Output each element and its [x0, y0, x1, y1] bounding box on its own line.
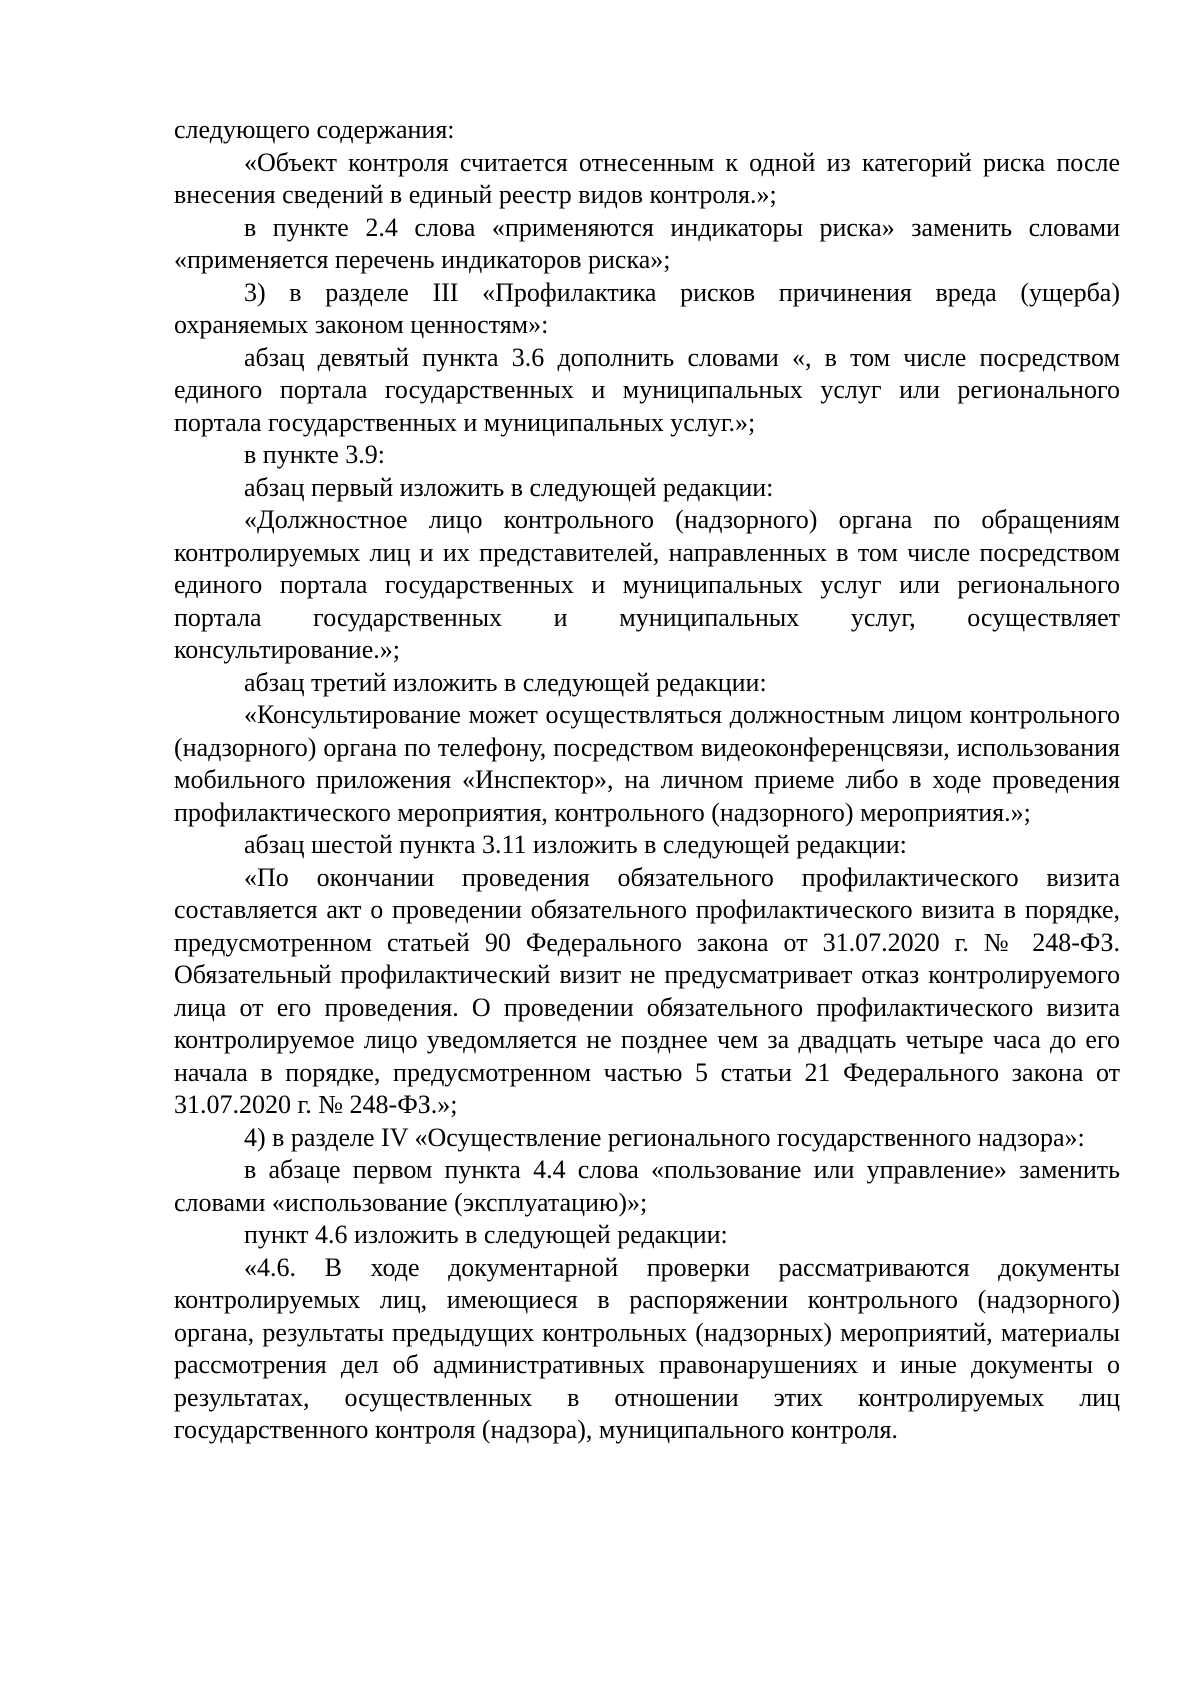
- paragraph: в абзаце первом пункта 4.4 слова «пользование или управление» заменить словами «использование (эксплуатацию)»;: [174, 1155, 1120, 1217]
- paragraph: абзац первый изложить в следующей редакции:: [244, 472, 774, 502]
- paragraph: «Консультирование может осуществляться должностным лицом контрольного (надзорного) органа по телефону, посредством видеоконференцсвязи, использования мобильного приложения «Инспектор», на личном приеме либо в ходе проведения профилактического мероприятия, контрольного (надзорного) мероприятия.»;: [174, 700, 1120, 827]
- paragraph: 4) в разделе IV «Осуществление регионального государственного надзора»:: [244, 1122, 1085, 1152]
- paragraph: абзац шестой пункта 3.11 изложить в следующей редакции:: [244, 830, 907, 859]
- paragraph: «4.6. В ходе документарной проверки рассматриваются документы контролируемых лиц, имеющиеся в распоряжении контрольного (надзорного) органа, результаты предыдущих контрольных (надзорных) мероприятий, материалы рассмотрения дел об административных правонарушениях и иные документы о результатах, осуществленных в отношении этих контролируемых лиц государственного контроля (надзора), муниципального контроля.: [174, 1252, 1120, 1444]
- paragraph: 3) в разделе III «Профилактика рисков причинения вреда (ущерба) охраняемых законом ценностям»:: [174, 277, 1120, 339]
- paragraph: следующего содержания:: [174, 115, 455, 144]
- paragraph: в пункте 2.4 слова «применяются индикаторы риска» заменить словами «применяется перечень индикаторов риска»;: [174, 212, 1120, 274]
- paragraph: абзац девятый пункта 3.6 дополнить словами «, в том числе посредством единого портала государственных и муниципальных услуг или регионального портала государственных и муниципальных услуг.»;: [174, 342, 1120, 437]
- document-body: [174, 114, 1120, 1447]
- paragraph: в пункте 3.9:: [244, 440, 386, 469]
- paragraph: абзац третий изложить в следующей редакции:: [244, 667, 767, 697]
- paragraph: «По окончании проведения обязательного профилактического визита составляется акт о проведении обязательного профилактического визита в порядке, предусмотренном статьей 90 Федерального закона от 31.07.2020 г. № 248-ФЗ. Обязательный профилактический визит не предусматривает отказ контролируемого лица от его проведения. О проведении обязательного профилактического визита контролируемое лицо уведомляется не позднее чем за двадцать четыре часа до его начала в порядке, предусмотренном частью 5 статьи 21 Федерального закона от 31.07.2020 г. № 248-ФЗ.»;: [174, 862, 1120, 1119]
- paragraph: «Должностное лицо контрольного (надзорного) органа по обращениям контролируемых лиц и их представителей, направленных в том числе посредством единого портала государственных и муниципальных услуг или регионального портала государственных и муниципальных услуг, осуществляет консультирование.»;: [174, 505, 1120, 664]
- paragraph: пункт 4.6 изложить в следующей редакции:: [244, 1220, 728, 1249]
- paragraph: «Объект контроля считается отнесенным к одной из категорий риска после внесения сведений в единый реестр видов контроля.»;: [174, 147, 1120, 209]
